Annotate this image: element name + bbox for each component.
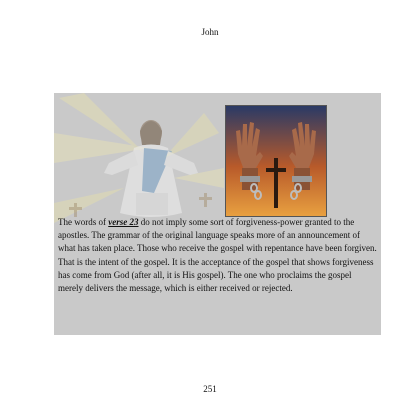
running-header: John — [201, 27, 219, 37]
background-figure-illustration — [54, 93, 381, 335]
hands-chains-cross-icon — [226, 106, 326, 216]
body-text-rest: do not imply some sort of forgiveness-power granted to the apostles. The grammar of the original language speaks more of an announcement of what has taken place. Those who receive the gospel with repentance have been forgiven. That is the intent of the gospel. It is the acceptance of the gospel that shows forgiveness has come from God (after all, it is His gospel). The one who proclaims the gospel merely delivers the message, which is either received or rejected. — [58, 217, 377, 294]
verse-reference: verse 23 — [108, 217, 139, 227]
body-paragraph — [58, 216, 378, 295]
body-text-lead: The words of — [58, 217, 109, 227]
illustration-panel — [54, 93, 381, 335]
hands-chains-cross-image — [225, 105, 327, 217]
page-number: 251 — [203, 384, 217, 394]
